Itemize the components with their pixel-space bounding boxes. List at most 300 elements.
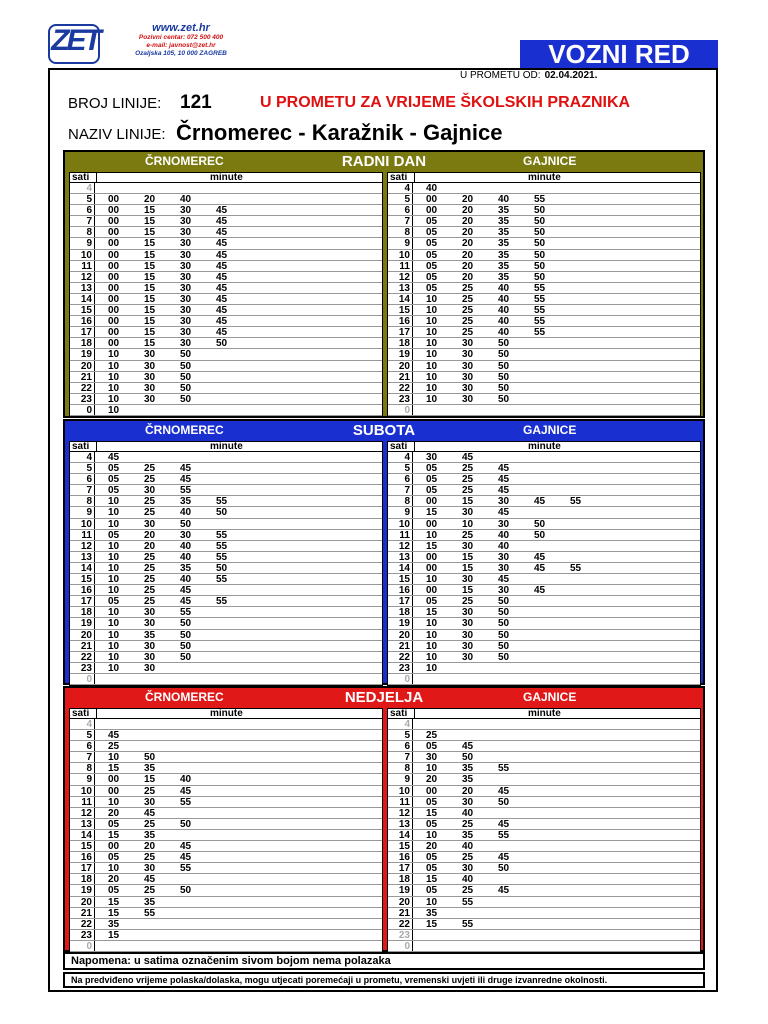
- hour-cell: 23: [70, 663, 95, 673]
- hour-row: [70, 261, 382, 272]
- minute-cell: 10: [108, 404, 120, 416]
- hour-cell: 13: [388, 819, 413, 829]
- minute-cell: 55: [534, 316, 546, 328]
- minute-cell: 15: [144, 205, 156, 217]
- hour-row: [388, 563, 700, 574]
- minute-cell: 45: [180, 785, 192, 797]
- minute-cell: 55: [534, 194, 546, 206]
- hour-row: [70, 841, 382, 852]
- minute-cell: 50: [534, 271, 546, 283]
- minute-cell: 10: [426, 371, 438, 383]
- minute-cell: 35: [180, 562, 192, 574]
- minute-cell: 15: [108, 896, 120, 908]
- minute-cell: 00: [426, 551, 438, 563]
- minute-cell: 10: [108, 349, 120, 361]
- table-header: [70, 173, 382, 183]
- hour-cell: 14: [70, 294, 95, 304]
- minute-cell: 30: [462, 651, 474, 663]
- minute-cell: 10: [426, 338, 438, 350]
- minute-cell: 50: [498, 382, 510, 394]
- minute-cell: 30: [462, 863, 474, 875]
- minute-cell: 55: [534, 327, 546, 339]
- line-number: 121: [180, 92, 212, 113]
- hour-row: [388, 897, 700, 908]
- hour-row: [388, 797, 700, 808]
- minute-cell: 05: [426, 818, 438, 830]
- hour-row: [70, 607, 382, 618]
- hour-cell: 21: [388, 372, 413, 382]
- minute-cell: 30: [462, 640, 474, 652]
- hour-row: [388, 530, 700, 541]
- minute-cell: 15: [144, 305, 156, 317]
- hour-row: [388, 463, 700, 474]
- hour-cell: 7: [388, 485, 413, 495]
- hour-row: [388, 607, 700, 618]
- hour-cell: 18: [70, 338, 95, 348]
- minute-cell: 55: [216, 596, 228, 608]
- hour-cell: 20: [388, 361, 413, 371]
- minute-cell: 45: [498, 818, 510, 830]
- minute-cell: 30: [144, 382, 156, 394]
- hour-cell: 15: [70, 305, 95, 315]
- minutes-header: minute: [528, 441, 561, 452]
- hour-row: [388, 216, 700, 227]
- hours-header: sati: [390, 172, 408, 183]
- minute-cell: 45: [216, 282, 228, 294]
- section-saturday: [63, 419, 705, 685]
- minute-cell: 10: [426, 382, 438, 394]
- hour-row: [70, 205, 382, 216]
- hour-cell: 8: [70, 227, 95, 237]
- minute-cell: 30: [180, 282, 192, 294]
- hour-row: [70, 541, 382, 552]
- minute-cell: 10: [426, 662, 438, 674]
- minute-cell: 20: [144, 529, 156, 541]
- hour-row: [388, 752, 700, 763]
- minute-cell: 30: [180, 305, 192, 317]
- hour-cell: 6: [388, 205, 413, 215]
- hour-row: [70, 919, 382, 930]
- hour-cell: 11: [70, 530, 95, 540]
- hour-row: [388, 227, 700, 238]
- minute-cell: 30: [462, 618, 474, 630]
- hour-cell: 19: [70, 885, 95, 895]
- minute-cell: 25: [144, 596, 156, 608]
- minute-cell: 50: [180, 629, 192, 641]
- minute-cell: 20: [462, 249, 474, 261]
- minute-cell: 05: [108, 885, 120, 897]
- minute-cell: 50: [144, 752, 156, 764]
- minute-cell: 10: [426, 316, 438, 328]
- hour-cell: 23: [70, 930, 95, 940]
- minute-cell: 35: [144, 763, 156, 775]
- hour-cell: 21: [388, 908, 413, 918]
- minute-cell: 20: [426, 774, 438, 786]
- hour-cell: 13: [70, 819, 95, 829]
- hour-row: [388, 852, 700, 863]
- minute-cell: 25: [462, 596, 474, 608]
- hour-row: [388, 541, 700, 552]
- hour-row: [70, 774, 382, 785]
- minute-cell: 10: [108, 607, 120, 619]
- hour-row: [70, 663, 382, 674]
- minute-cell: 20: [108, 874, 120, 886]
- hour-row: [388, 730, 700, 741]
- hour-cell: 10: [388, 786, 413, 796]
- minute-cell: 35: [498, 249, 510, 261]
- minute-cell: 05: [426, 463, 438, 475]
- hour-cell: 8: [388, 227, 413, 237]
- minute-cell: 15: [108, 829, 120, 841]
- hour-cell: 22: [388, 383, 413, 393]
- hour-cell: 13: [70, 552, 95, 562]
- minute-cell: 45: [534, 496, 546, 508]
- hour-cell: 18: [388, 338, 413, 348]
- minute-cell: 30: [462, 349, 474, 361]
- hour-cell: 14: [70, 563, 95, 573]
- minute-cell: 55: [462, 918, 474, 930]
- hour-cell: 8: [70, 763, 95, 773]
- minute-cell: 30: [144, 796, 156, 808]
- hour-cell: 15: [70, 841, 95, 851]
- hour-row: [70, 338, 382, 349]
- hour-row: [70, 283, 382, 294]
- minute-cell: 50: [534, 518, 546, 530]
- minute-cell: 45: [216, 227, 228, 239]
- minute-cell: 35: [498, 227, 510, 239]
- line-operating-note: U PROMETU ZA VRIJEME ŠKOLSKIH PRAZNIKA: [260, 94, 631, 111]
- minute-cell: 55: [570, 496, 582, 508]
- minute-cell: 50: [498, 349, 510, 361]
- hour-row: [70, 618, 382, 629]
- minute-cell: 50: [462, 752, 474, 764]
- hour-row: [70, 496, 382, 507]
- minute-cell: 35: [144, 896, 156, 908]
- minute-cell: 30: [180, 529, 192, 541]
- zet-logo: [48, 22, 227, 66]
- minute-cell: 10: [426, 763, 438, 775]
- hour-row: [70, 227, 382, 238]
- minute-cell: 25: [462, 818, 474, 830]
- minute-cell: 45: [144, 874, 156, 886]
- minute-cell: 30: [144, 651, 156, 663]
- hour-row: [388, 294, 700, 305]
- hour-row: [70, 316, 382, 327]
- minute-cell: 10: [108, 629, 120, 641]
- minute-cell: 15: [144, 227, 156, 239]
- hour-row: [70, 250, 382, 261]
- minute-cell: 35: [462, 829, 474, 841]
- section-title: NEDJELJA: [344, 689, 424, 706]
- minute-cell: 25: [462, 852, 474, 864]
- hour-cell: 23: [388, 663, 413, 673]
- minute-cell: 15: [462, 551, 474, 563]
- hour-row: [388, 405, 700, 416]
- hour-row: [70, 238, 382, 249]
- hour-cell: 4: [70, 183, 95, 193]
- hour-row: [70, 507, 382, 518]
- hour-cell: 19: [70, 349, 95, 359]
- minute-cell: 30: [498, 551, 510, 563]
- minute-cell: 50: [498, 393, 510, 405]
- minute-cell: 30: [462, 393, 474, 405]
- hour-cell: 12: [388, 541, 413, 551]
- hour-cell: 13: [388, 283, 413, 293]
- minute-cell: 50: [498, 371, 510, 383]
- minute-cell: 40: [498, 293, 510, 305]
- minute-cell: 30: [144, 371, 156, 383]
- minute-cell: 50: [216, 507, 228, 519]
- minute-cell: 40: [462, 807, 474, 819]
- hour-cell: 6: [388, 741, 413, 751]
- minute-cell: 50: [180, 618, 192, 630]
- hour-row: [70, 349, 382, 360]
- minute-cell: 30: [180, 327, 192, 339]
- minute-cell: 55: [180, 607, 192, 619]
- minute-cell: 50: [498, 618, 510, 630]
- hour-row: [388, 327, 700, 338]
- hour-row: [388, 641, 700, 652]
- minute-cell: 25: [462, 529, 474, 541]
- minute-cell: 30: [426, 452, 438, 463]
- minute-cell: 25: [462, 885, 474, 897]
- minute-cell: 30: [144, 393, 156, 405]
- minute-cell: 05: [426, 271, 438, 283]
- minute-cell: 35: [498, 271, 510, 283]
- minute-cell: 20: [426, 841, 438, 853]
- hour-cell: 19: [388, 885, 413, 895]
- hour-cell: 15: [70, 574, 95, 584]
- minute-cell: 35: [144, 829, 156, 841]
- minute-cell: 25: [462, 282, 474, 294]
- minute-cell: 35: [180, 496, 192, 508]
- minute-cell: 45: [216, 316, 228, 328]
- hour-cell: 21: [70, 372, 95, 382]
- minute-cell: 05: [426, 885, 438, 897]
- hour-row: [388, 719, 700, 730]
- minute-cell: 45: [216, 260, 228, 272]
- minute-cell: 05: [108, 474, 120, 486]
- minute-cell: 30: [498, 585, 510, 597]
- minute-cell: 40: [180, 774, 192, 786]
- minute-cell: 00: [108, 774, 120, 786]
- minute-cell: 45: [216, 305, 228, 317]
- hour-cell: 14: [388, 830, 413, 840]
- minute-cell: 10: [426, 640, 438, 652]
- minute-cell: 05: [426, 852, 438, 864]
- minute-cell: 50: [498, 629, 510, 641]
- hour-cell: 17: [70, 863, 95, 873]
- minute-cell: 40: [180, 540, 192, 552]
- logo-email[interactable]: e-mail: javnost@zet.hr: [146, 42, 216, 49]
- minute-cell: 10: [108, 562, 120, 574]
- hour-row: [70, 305, 382, 316]
- minute-cell: 30: [498, 518, 510, 530]
- minute-cell: 00: [108, 327, 120, 339]
- hour-cell: 0: [388, 674, 413, 684]
- hour-cell: 4: [70, 719, 95, 729]
- minute-cell: 15: [144, 774, 156, 786]
- hour-row: [388, 786, 700, 797]
- minute-cell: 55: [570, 562, 582, 574]
- hour-cell: 5: [70, 194, 95, 204]
- minute-cell: 20: [108, 807, 120, 819]
- line-number-label: BROJ LINIJE:: [68, 95, 162, 112]
- minute-cell: 15: [108, 907, 120, 919]
- hour-row: [70, 361, 382, 372]
- minute-cell: 40: [180, 551, 192, 563]
- hour-cell: 7: [388, 216, 413, 226]
- minute-cell: 05: [108, 485, 120, 497]
- minute-cell: 25: [144, 507, 156, 519]
- hour-row: [388, 383, 700, 394]
- minute-cell: 15: [144, 316, 156, 328]
- minute-cell: 10: [108, 540, 120, 552]
- hour-cell: 5: [388, 730, 413, 740]
- hour-row: [388, 238, 700, 249]
- hour-row: [70, 719, 382, 730]
- minute-cell: 10: [108, 618, 120, 630]
- direction-from: ČRNOMEREC: [145, 154, 224, 168]
- section-title: RADNI DAN: [341, 153, 427, 170]
- table-header: [388, 442, 700, 452]
- hour-cell: 4: [388, 452, 413, 462]
- minute-cell: 15: [144, 238, 156, 250]
- hour-row: [388, 774, 700, 785]
- minute-cell: 10: [426, 529, 438, 541]
- hour-cell: 20: [70, 897, 95, 907]
- minute-cell: 50: [498, 338, 510, 350]
- hour-row: [388, 819, 700, 830]
- hour-row: [70, 183, 382, 194]
- hour-cell: 10: [70, 250, 95, 260]
- hours-header: sati: [72, 708, 90, 719]
- hour-row: [70, 294, 382, 305]
- logo-url[interactable]: www.zet.hr: [152, 22, 210, 34]
- hour-row: [70, 596, 382, 607]
- minute-cell: 50: [534, 205, 546, 217]
- minute-cell: 00: [108, 271, 120, 283]
- logo-text: ZET: [51, 24, 99, 57]
- hour-row: [70, 272, 382, 283]
- minute-cell: 45: [498, 507, 510, 519]
- minute-cell: 45: [180, 585, 192, 597]
- minute-cell: 40: [498, 529, 510, 541]
- minute-cell: 30: [180, 238, 192, 250]
- minute-cell: 00: [426, 194, 438, 206]
- hour-cell: 11: [70, 797, 95, 807]
- hour-row: [70, 485, 382, 496]
- hour-row: [388, 361, 700, 372]
- hour-row: [70, 383, 382, 394]
- hour-cell: 8: [388, 496, 413, 506]
- disclaimer: Na predviđeno vrijeme polaska/dolaska, mogu utjecati poremećaji u prometu, vremenski uvjeti ili druge izvanredne okolnosti.: [63, 972, 705, 988]
- hour-cell: 15: [388, 574, 413, 584]
- hour-row: [388, 349, 700, 360]
- minute-cell: 55: [216, 496, 228, 508]
- hour-cell: 12: [70, 808, 95, 818]
- hour-row: [388, 183, 700, 194]
- minute-cell: 20: [462, 260, 474, 272]
- hour-row: [388, 272, 700, 283]
- hour-cell: 6: [70, 741, 95, 751]
- minute-cell: 50: [534, 227, 546, 239]
- hour-cell: 11: [70, 261, 95, 271]
- minute-cell: 35: [498, 238, 510, 250]
- hour-cell: 12: [388, 272, 413, 282]
- minute-cell: 25: [144, 496, 156, 508]
- minute-cell: 55: [534, 305, 546, 317]
- minute-cell: 45: [534, 585, 546, 597]
- minute-cell: 10: [426, 393, 438, 405]
- hour-row: [70, 552, 382, 563]
- hour-row: [388, 261, 700, 272]
- minute-cell: 05: [426, 216, 438, 228]
- minute-cell: 10: [426, 327, 438, 339]
- timetable-from: [69, 441, 383, 686]
- table-header: [70, 709, 382, 719]
- hour-row: [388, 919, 700, 930]
- minute-cell: 30: [144, 607, 156, 619]
- hour-row: [388, 574, 700, 585]
- minute-cell: 30: [462, 360, 474, 372]
- hour-cell: 10: [70, 519, 95, 529]
- hour-cell: 10: [388, 519, 413, 529]
- hour-cell: 16: [388, 316, 413, 326]
- minute-cell: 10: [108, 507, 120, 519]
- minute-cell: 30: [462, 629, 474, 641]
- section-header: [65, 421, 703, 441]
- minute-cell: 50: [498, 651, 510, 663]
- minute-cell: 15: [144, 327, 156, 339]
- timetable-from: [69, 708, 383, 953]
- minute-cell: 20: [144, 540, 156, 552]
- minute-cell: 10: [108, 640, 120, 652]
- minute-cell: 55: [498, 763, 510, 775]
- minute-cell: 10: [108, 371, 120, 383]
- hour-cell: 22: [70, 383, 95, 393]
- minute-cell: 15: [144, 260, 156, 272]
- hour-cell: 23: [388, 930, 413, 940]
- minute-cell: 50: [180, 818, 192, 830]
- hour-cell: 0: [70, 405, 95, 415]
- minute-cell: 30: [180, 227, 192, 239]
- hour-row: [388, 908, 700, 919]
- minute-cell: 40: [426, 183, 438, 194]
- minute-cell: 50: [498, 596, 510, 608]
- hour-cell: 20: [388, 897, 413, 907]
- hour-cell: 18: [70, 874, 95, 884]
- minute-cell: 15: [426, 874, 438, 886]
- minute-cell: 35: [144, 629, 156, 641]
- hour-row: [70, 463, 382, 474]
- hour-row: [388, 841, 700, 852]
- hour-cell: 6: [70, 205, 95, 215]
- minute-cell: 30: [462, 382, 474, 394]
- hour-cell: 12: [388, 808, 413, 818]
- hour-cell: 19: [70, 618, 95, 628]
- minute-cell: 40: [498, 305, 510, 317]
- minute-cell: 25: [426, 730, 438, 742]
- minute-cell: 45: [216, 238, 228, 250]
- hour-cell: 19: [388, 618, 413, 628]
- minute-cell: 30: [180, 338, 192, 350]
- minute-cell: 50: [534, 260, 546, 272]
- minute-cell: 10: [426, 360, 438, 372]
- hour-row: [388, 663, 700, 674]
- hours-header: sati: [72, 441, 90, 452]
- minute-cell: 10: [108, 662, 120, 674]
